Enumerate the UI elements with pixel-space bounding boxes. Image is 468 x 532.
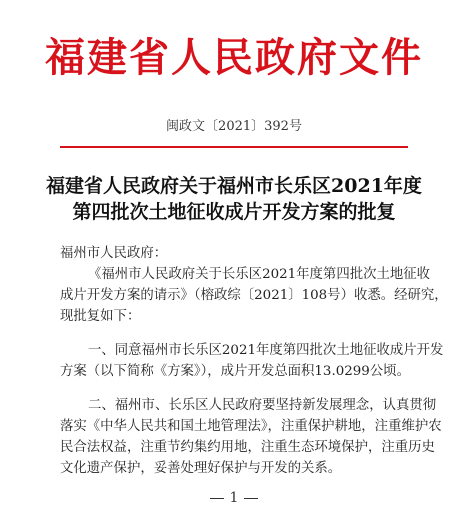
addressee: 福州市人民政府： — [60, 246, 168, 261]
page-number-dash-left — [210, 498, 224, 499]
paragraph-1-line-3: 现批复如下： — [60, 309, 141, 324]
paragraph-2-line-2: 方案（以下简称《方案》），成片开发总面积13.0299公顷。 — [60, 364, 410, 379]
paragraph-2-line-1: 一、同意福州市长乐区2021年度第四批次土地征收成片开发 — [88, 343, 444, 358]
paragraph-3-line-4: 文化遗产保护，妥善处理好保护与开发的关系。 — [60, 461, 342, 476]
paragraph-3-line-3: 民合法权益，注重节约集约用地，注重生态环境保护，注重历史 — [60, 440, 435, 455]
paragraph-1-line-1: 《福州市人民政府关于长乐区2021年度第四批次土地征收 — [88, 267, 431, 282]
paragraph-1-line-2: 成片开发方案的请示》（榕政综〔2021〕108号）收悉。经研究， — [60, 288, 448, 303]
document-title-line-1: 福建省人民政府关于福州市长乐区2021年度 — [46, 175, 422, 197]
red-divider-line — [60, 146, 408, 148]
page-number-value: 1 — [229, 490, 239, 506]
page-number-dash-right — [244, 498, 258, 499]
page-number — [0, 489, 468, 507]
document-header-title: 福建省人民政府文件 — [45, 34, 423, 81]
paragraph-3-line-2: 落实《中华人民共和国土地管理法》，注重保护耕地，注重维护农 — [60, 419, 442, 434]
document-title-line-2: 第四批次土地征收成片开发方案的批复 — [72, 201, 396, 223]
document-number: 闽政文〔2021〕392号 — [166, 119, 302, 134]
paragraph-3-line-1: 二、福州市、长乐区人民政府要坚持新发展理念，认真贯彻 — [88, 398, 437, 413]
